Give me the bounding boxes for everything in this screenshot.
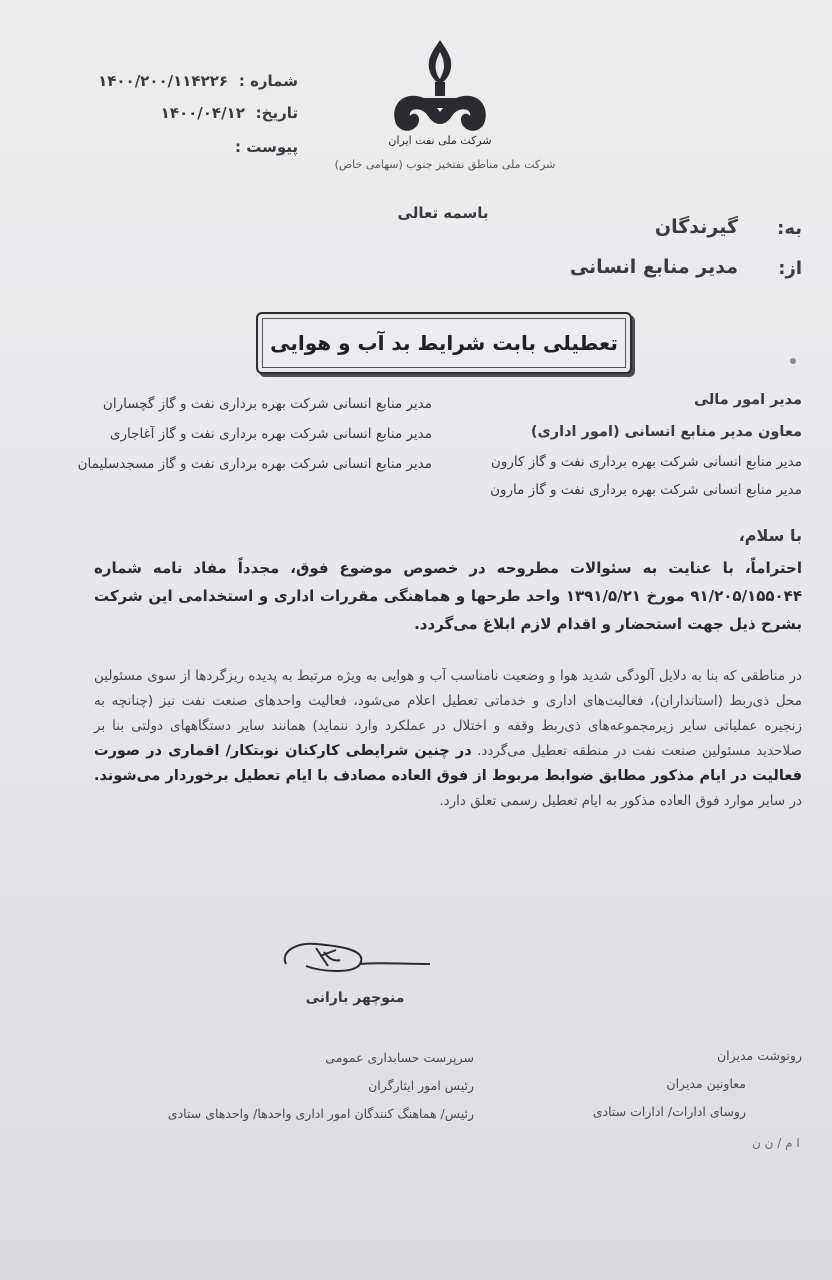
- typist-initials: ا م / ن ن: [752, 1136, 800, 1150]
- handwritten-signature: [276, 934, 436, 982]
- signer-name: منوچهر بارانی: [305, 990, 405, 1006]
- bullet-mark: [790, 358, 796, 364]
- cc-left-item: رئیس/ هماهنگ کنندگان امور اداری واحدها/ واحدهای ستادی: [167, 1106, 474, 1121]
- cc-left-item: رئیس امور ایثارگران: [368, 1078, 474, 1093]
- paragraph2-end-text: در سایر موارد فوق العاده مذکور به ایام تعطیل رسمی تعلق دارد.: [439, 793, 802, 809]
- recipient-left: مدیر منابع انسانی شرکت بهره برداری نفت و گاز مسجدسلیمان: [77, 456, 432, 472]
- letter-date: تاریخ: ۱۴۰۰/۰۴/۱۲: [160, 104, 298, 122]
- to-value: گیرندگان: [654, 216, 738, 238]
- recipient-right: مدیر امور مالی: [694, 392, 802, 408]
- cc-right-item: معاونین مدیران: [666, 1076, 746, 1091]
- body-paragraph-1: احتراماً، با عنایت به سئوالات مطروحه در خصوص موضوع فوق، مجدداً مفاد نامه شماره ۹۱/۲۰۵/۱۵۵۰۴۴ مورخ ۱۳۹۱/۵/۲۱ واحد طرحها و هماهنگی مقررات اداری و استخدامی این شرکت بشرح ذیل جهت استحضار و اقدام لازم ابلاغ می‌گردد.: [94, 559, 802, 633]
- recipient-right: مدیر منابع انسانی شرکت بهره برداری نفت و گاز کارون: [490, 454, 802, 470]
- subject-title: تعطیلی بابت شرایط بد آب و هوایی: [270, 331, 618, 355]
- bismillah: باسمه تعالی: [397, 204, 489, 222]
- body-paragraph-2: [94, 664, 802, 814]
- to-label: به:: [777, 218, 802, 239]
- company-subtitle: شرکت ملی مناطق نفتخیز جنوب (سهامی خاص): [334, 158, 556, 171]
- letter-number: شماره : ۱۴۰۰/۲۰۰/۱۱۴۲۲۶: [98, 72, 298, 90]
- subject-box: [256, 312, 632, 374]
- recipient-right: معاون مدیر منابع انسانی (امور اداری): [530, 424, 802, 440]
- recipient-left: مدیر منابع انسانی شرکت بهره برداری نفت و گاز گچساران: [102, 396, 432, 412]
- logo-caption: شرکت ملی نفت ایران: [388, 134, 492, 147]
- recipient-left: مدیر منابع انسانی شرکت بهره برداری نفت و گاز آغاجاری: [109, 426, 432, 442]
- paragraph2-text: در مناطقی که بنا به دلایل آلودگی شدید هوا و وضعیت نامناسب آب و هوایی به ویژه مرتبط به پدیده ریزگردها از سوی مسئولین محل ذی‌ربط (استانداران)، فعالیت‌های اداری و خدماتی تعطیل اعلام می‌شود، فعالیت واحدهای صنعت نفت نیز (چنانچه به زنجیره عملیاتی سایر زیرمجموعه‌های ذی‌ربط وقفه و اختلال در عملکرد وارد ننماید) همانند سایر دستگاههای دولتی بنا بر صلاحدید مسئولین صنعت نفت در منطقه تعطیل می‌گردد.: [94, 668, 803, 759]
- cc-right-item: رونوشت مدیران: [716, 1048, 802, 1063]
- letter-attachment: پیوست :: [234, 138, 298, 156]
- nioc-logo: [386, 38, 494, 150]
- paragraph2-bold-text: در چنین شرایطی کارکنان نوبتکار/ اقماری در صورت فعالیت در ایام مذکور مطابق ضوابط مربوط از فوق العاده مصادف با ایام تعطیل برخوردار می‌شوند.: [94, 743, 802, 784]
- from-value: مدیر منابع انسانی: [569, 256, 738, 278]
- from-label: از:: [778, 258, 802, 279]
- cc-right-item: روسای ادارات/ ادارات ستادی: [592, 1104, 746, 1119]
- recipient-right: مدیر منابع انسانی شرکت بهره برداری نفت و گاز مارون: [490, 482, 802, 498]
- greeting: با سلام،: [738, 526, 802, 545]
- cc-left-item: سرپرست حسابداری عمومی: [325, 1050, 474, 1065]
